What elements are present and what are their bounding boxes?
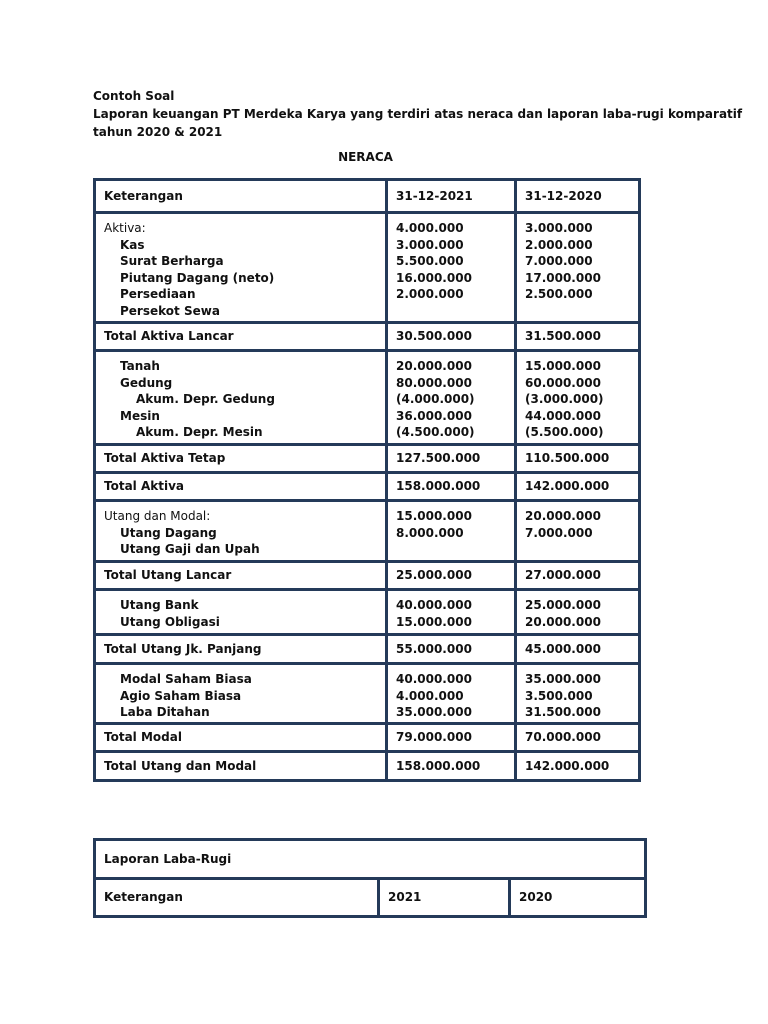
- header-keterangan: Keterangan: [95, 180, 387, 213]
- value-cell: 27.000.000: [516, 562, 640, 590]
- value-cell: 79.000.000: [387, 724, 516, 752]
- value-cell: 16.000.000: [396, 270, 472, 285]
- header-2020: 31-12-2020: [516, 180, 640, 213]
- value-cell: 158.000.000: [387, 473, 516, 501]
- total-utang-jk-panjang-label: Total Utang Jk. Panjang: [95, 635, 387, 664]
- value-cell: 4.000.000: [396, 221, 464, 235]
- total-row: [95, 562, 640, 590]
- value-cell: 127.500.000: [387, 445, 516, 473]
- modal-row: [95, 664, 640, 724]
- total-modal-label: Total Modal: [95, 724, 387, 752]
- utang-lancar-2021: [387, 501, 516, 562]
- aktiva-tetap-label: Tanah: [120, 359, 160, 373]
- value-cell: 45.000.000: [516, 635, 640, 664]
- aktiva-item-label: Kas: [120, 237, 145, 252]
- value-cell: 80.000.000: [396, 375, 472, 390]
- value-cell: 142.000.000: [516, 473, 640, 501]
- value-cell: 2.000.000: [525, 237, 593, 252]
- aktiva-tetap-2021: [387, 351, 516, 445]
- intro: [93, 87, 743, 141]
- value-cell: 15.000.000: [396, 614, 472, 629]
- value-cell: 4.000.000: [396, 688, 464, 703]
- utang-jk-panjang-label: Utang Obligasi: [120, 614, 220, 629]
- value-cell: 25.000.000: [387, 562, 516, 590]
- value-cell: 36.000.000: [396, 408, 472, 423]
- value-cell: (5.500.000): [525, 425, 604, 439]
- utang-jk-panjang-row: [95, 590, 640, 635]
- lr-header-2021: 2021: [379, 879, 510, 917]
- aktiva-lancar-labels: [95, 213, 387, 323]
- value-cell: 60.000.000: [525, 375, 601, 390]
- neraca-title: NERACA: [338, 150, 393, 164]
- value-cell: 158.000.000: [387, 752, 516, 781]
- aktiva-tetap-label: Akum. Depr. Gedung: [136, 392, 275, 406]
- total-row: [95, 724, 640, 752]
- modal-2020: [516, 664, 640, 724]
- value-cell: 142.000.000: [516, 752, 640, 781]
- modal-label: Laba Ditahan: [120, 705, 210, 719]
- value-cell: 2.000.000: [396, 287, 464, 301]
- utang-lancar-label: Utang Gaji dan Upah: [120, 542, 260, 556]
- value-cell: 2.500.000: [525, 287, 593, 301]
- value-cell: (4.000.000): [396, 392, 475, 406]
- value-cell: 110.500.000: [516, 445, 640, 473]
- value-cell: 7.000.000: [525, 525, 593, 540]
- laba-rugi-title-row: [95, 840, 646, 879]
- utang-jk-panjang-label: Utang Bank: [120, 598, 199, 612]
- modal-label: Modal Saham Biasa: [120, 672, 252, 686]
- intro-heading: Contoh Soal: [93, 89, 175, 103]
- intro-line-1: Laporan keuangan PT Merdeka Karya yang terdiri atas neraca dan laporan laba-rugi komparatif: [93, 107, 743, 121]
- total-row: [95, 323, 640, 351]
- header-2021: 31-12-2021: [387, 180, 516, 213]
- value-cell: 35.000.000: [525, 672, 601, 686]
- value-cell: 55.000.000: [387, 635, 516, 664]
- aktiva-item-label: Piutang Dagang (neto): [120, 270, 275, 285]
- lr-header-keterangan: Keterangan: [95, 879, 379, 917]
- total-row: [95, 473, 640, 501]
- aktiva-tetap-labels: [95, 351, 387, 445]
- aktiva-lancar-row: [95, 213, 640, 323]
- modal-label: Agio Saham Biasa: [120, 688, 242, 703]
- value-cell: 8.000.000: [396, 525, 464, 540]
- value-cell: 30.500.000: [387, 323, 516, 351]
- value-cell: 31.500.000: [525, 705, 601, 719]
- utang-lancar-label: Utang Dagang: [120, 525, 217, 540]
- neraca-table: [93, 178, 641, 782]
- utang-jk-panjang-2021: [387, 590, 516, 635]
- aktiva-item-label: Persediaan: [120, 287, 196, 301]
- modal-labels: [95, 664, 387, 724]
- total-row: [95, 445, 640, 473]
- value-cell: 15.000.000: [525, 359, 601, 373]
- total-row: [95, 635, 640, 664]
- value-cell: 20.000.000: [525, 509, 601, 523]
- neraca-header-row: [95, 180, 640, 213]
- utang-jk-panjang-labels: [95, 590, 387, 635]
- value-cell: 40.000.000: [396, 598, 472, 612]
- utang-modal-heading: Utang dan Modal:: [104, 509, 211, 523]
- value-cell: 7.000.000: [525, 254, 593, 268]
- value-cell: 20.000.000: [396, 359, 472, 373]
- total-utang-lancar-label: Total Utang Lancar: [95, 562, 387, 590]
- value-cell: 17.000.000: [525, 270, 601, 285]
- aktiva-item-label: Persekot Sewa: [120, 303, 220, 318]
- value-cell: 31.500.000: [516, 323, 640, 351]
- aktiva-tetap-label: Akum. Depr. Mesin: [136, 425, 263, 439]
- aktiva-lancar-2021: [387, 213, 516, 323]
- value-cell: 40.000.000: [396, 672, 472, 686]
- value-cell: (4.500.000): [396, 425, 475, 439]
- utang-lancar-2020: [516, 501, 640, 562]
- value-cell: 3.500.000: [525, 688, 593, 703]
- value-cell: 15.000.000: [396, 509, 472, 523]
- value-cell: 44.000.000: [525, 408, 601, 423]
- value-cell: 20.000.000: [525, 614, 601, 629]
- value-cell: 70.000.000: [516, 724, 640, 752]
- intro-line-2: tahun 2020 & 2021: [93, 125, 223, 139]
- value-cell: (3.000.000): [525, 392, 604, 406]
- lr-header-2020: 2020: [510, 879, 646, 917]
- utang-lancar-row: [95, 501, 640, 562]
- aktiva-lancar-2020: [516, 213, 640, 323]
- modal-2021: [387, 664, 516, 724]
- aktiva-tetap-label: Mesin: [120, 408, 160, 423]
- value-cell: 35.000.000: [396, 705, 472, 719]
- aktiva-heading: Aktiva:: [104, 221, 146, 235]
- total-row: [95, 752, 640, 781]
- aktiva-tetap-label: Gedung: [120, 375, 173, 390]
- aktiva-item-label: Surat Berharga: [120, 254, 224, 268]
- utang-lancar-labels: [95, 501, 387, 562]
- aktiva-tetap-row: [95, 351, 640, 445]
- total-aktiva-lancar-label: Total Aktiva Lancar: [95, 323, 387, 351]
- total-aktiva-tetap-label: Total Aktiva Tetap: [95, 445, 387, 473]
- value-cell: 25.000.000: [525, 598, 601, 612]
- value-cell: 3.000.000: [525, 221, 593, 235]
- value-cell: 5.500.000: [396, 254, 464, 268]
- utang-jk-panjang-2020: [516, 590, 640, 635]
- total-utang-modal-label: Total Utang dan Modal: [95, 752, 387, 781]
- laba-rugi-table: [93, 838, 647, 918]
- value-cell: 3.000.000: [396, 237, 464, 252]
- laba-rugi-title: Laporan Laba-Rugi: [95, 840, 646, 879]
- total-aktiva-label: Total Aktiva: [95, 473, 387, 501]
- aktiva-tetap-2020: [516, 351, 640, 445]
- laba-rugi-header-row: [95, 879, 646, 917]
